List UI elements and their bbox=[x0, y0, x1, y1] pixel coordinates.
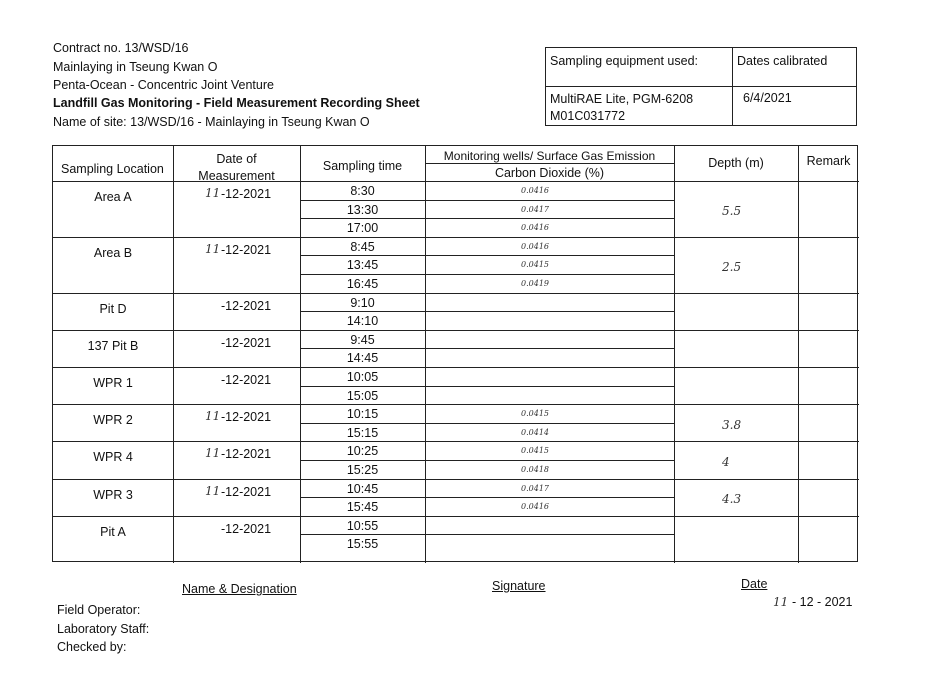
sampling-time-cell: 16:45 bbox=[346, 277, 379, 291]
subrow-divider bbox=[300, 423, 674, 424]
date-cell: -12-2021 bbox=[221, 447, 272, 462]
header-depth: Depth (m) bbox=[708, 156, 764, 170]
header-remark: Remark bbox=[806, 154, 851, 168]
location-cell: Pit A bbox=[100, 524, 126, 539]
location-cell: WPR 2 bbox=[93, 413, 133, 428]
depth-handwritten: 5.5 bbox=[722, 203, 742, 218]
sampling-time-cell: 15:25 bbox=[346, 463, 379, 477]
sampling-time-cell: 15:15 bbox=[346, 425, 379, 440]
role-laboratory-staff: Laboratory Staff: bbox=[57, 622, 150, 636]
group-divider bbox=[53, 404, 859, 405]
site-name: Name of site: 13/WSD/16 - Mainlaying in Tseung Kwan O bbox=[53, 115, 370, 129]
monitoring-header-divider bbox=[425, 163, 674, 164]
co2-reading-handwritten: 0.0416 bbox=[521, 223, 549, 233]
equipment-header: Sampling equipment used: bbox=[546, 48, 733, 87]
date-day-handwritten: 11 bbox=[205, 186, 221, 200]
subrow-divider bbox=[300, 274, 674, 275]
header-carbon-dioxide: Carbon Dioxide (%) bbox=[494, 166, 605, 180]
co2-reading-handwritten: 0.0416 bbox=[521, 241, 549, 251]
date-cell: -12-2021 bbox=[221, 373, 272, 387]
location-cell: Pit D bbox=[99, 301, 127, 316]
role-checked-by: Checked by: bbox=[57, 640, 127, 654]
header-monitoring: Monitoring wells/ Surface Gas Emission bbox=[443, 149, 656, 163]
column-divider bbox=[674, 146, 675, 563]
sampling-time-cell: 13:30 bbox=[346, 202, 379, 217]
subrow-divider bbox=[300, 460, 674, 461]
subrow-divider bbox=[300, 348, 674, 349]
date-cell: -12-2021 bbox=[221, 335, 272, 350]
calibration-date: 6/4/2021 bbox=[733, 87, 857, 126]
name-designation-header: Name & Designation bbox=[182, 582, 297, 596]
sampling-time-cell: 10:45 bbox=[346, 481, 379, 496]
date-cell: -12-2021 bbox=[221, 298, 272, 313]
sampling-time-cell: 10:15 bbox=[346, 407, 379, 422]
header-date-line1: Date of bbox=[216, 152, 257, 166]
column-divider bbox=[173, 146, 174, 563]
date-day-handwritten: 11 bbox=[205, 241, 221, 256]
group-divider bbox=[53, 367, 859, 368]
group-divider bbox=[53, 516, 859, 517]
date-day-handwritten: 11 bbox=[205, 409, 221, 424]
header-sampling-location: Sampling Location bbox=[61, 162, 164, 176]
depth-handwritten: 2.5 bbox=[722, 259, 742, 274]
contract-number: Contract no. 13/WSD/16 bbox=[53, 41, 189, 55]
calibration-header: Dates calibrated bbox=[733, 48, 857, 87]
sampling-time-cell: 14:10 bbox=[346, 314, 379, 329]
co2-reading-handwritten: 0.0416 bbox=[521, 186, 549, 195]
location-cell: WPR 1 bbox=[93, 376, 133, 390]
equipment-serial: M01C031772 bbox=[550, 109, 626, 123]
subrow-divider bbox=[300, 311, 674, 312]
co2-reading-handwritten: 0.0418 bbox=[521, 465, 549, 474]
depth-handwritten: 3.8 bbox=[722, 417, 742, 432]
depth-handwritten: 4.3 bbox=[722, 492, 742, 507]
sampling-time-cell: 13:45 bbox=[346, 258, 379, 273]
contractor-name: Penta-Ocean - Concentric Joint Venture bbox=[53, 78, 274, 92]
location-cell: WPR 3 bbox=[93, 487, 133, 502]
sampling-time-cell: 8:30 bbox=[350, 184, 375, 198]
subrow-divider bbox=[300, 200, 674, 201]
group-divider bbox=[53, 293, 859, 294]
sampling-time-cell: 15:45 bbox=[346, 500, 379, 515]
co2-reading-handwritten: 0.0417 bbox=[521, 204, 549, 214]
location-cell: Area B bbox=[93, 245, 133, 260]
column-divider bbox=[798, 146, 799, 563]
group-divider bbox=[53, 479, 859, 480]
co2-reading-handwritten: 0.0415 bbox=[521, 446, 549, 456]
sampling-time-cell: 14:45 bbox=[346, 351, 379, 366]
co2-reading-handwritten: 0.0419 bbox=[521, 279, 549, 288]
equipment-box bbox=[545, 47, 857, 126]
co2-reading-handwritten: 0.0417 bbox=[521, 483, 549, 493]
project-name: Mainlaying in Tseung Kwan O bbox=[53, 60, 218, 74]
footer-date-day: 11 bbox=[773, 595, 789, 609]
sampling-time-cell: 9:45 bbox=[350, 332, 375, 347]
subrow-divider bbox=[300, 386, 674, 387]
subrow-divider bbox=[300, 218, 674, 219]
date-cell: -12-2021 bbox=[221, 187, 272, 201]
sampling-time-cell: 10:05 bbox=[346, 370, 379, 384]
sampling-time-cell: 15:55 bbox=[346, 537, 379, 552]
group-divider bbox=[53, 441, 859, 442]
date-day-handwritten: 11 bbox=[205, 446, 221, 461]
date-cell: -12-2021 bbox=[221, 242, 272, 257]
date-cell: -12-2021 bbox=[221, 521, 272, 536]
subrow-divider bbox=[300, 534, 674, 535]
sampling-time-cell: 10:55 bbox=[346, 518, 379, 533]
sampling-time-cell: 10:25 bbox=[346, 444, 379, 459]
group-divider bbox=[53, 237, 859, 238]
equipment-model: MultiRAE Lite, PGM-6208 bbox=[550, 92, 694, 106]
sampling-time-cell: 9:10 bbox=[350, 295, 375, 310]
date-cell: -12-2021 bbox=[221, 410, 272, 425]
signature-header: Signature bbox=[492, 579, 546, 593]
co2-reading-handwritten: 0.0414 bbox=[521, 427, 549, 437]
sampling-time-cell: 15:05 bbox=[346, 388, 379, 403]
header-sampling-time: Sampling time bbox=[322, 159, 403, 173]
location-cell: Area A bbox=[94, 190, 132, 204]
subrow-divider bbox=[300, 255, 674, 256]
role-field-operator: Field Operator: bbox=[57, 603, 141, 617]
co2-reading-handwritten: 0.0415 bbox=[521, 409, 549, 419]
header-divider bbox=[53, 181, 859, 182]
header-date-line2: Measurement bbox=[198, 169, 275, 183]
date-header: Date bbox=[741, 577, 768, 591]
column-divider bbox=[425, 146, 426, 563]
date-cell: -12-2021 bbox=[221, 484, 272, 499]
sampling-time-cell: 17:00 bbox=[346, 221, 379, 236]
group-divider bbox=[53, 330, 859, 331]
subrow-divider bbox=[300, 497, 674, 498]
sheet-title: Landfill Gas Monitoring - Field Measurement Recording Sheet bbox=[53, 96, 420, 110]
co2-reading-handwritten: 0.0415 bbox=[521, 260, 549, 270]
sampling-time-cell: 8:45 bbox=[350, 239, 375, 254]
location-cell: 137 Pit B bbox=[87, 338, 139, 353]
location-cell: WPR 4 bbox=[93, 450, 133, 465]
footer-date-value: - 12 - 2021 bbox=[792, 595, 853, 609]
equipment-value bbox=[546, 87, 733, 126]
date-day-handwritten: 11 bbox=[205, 483, 221, 498]
measurement-table bbox=[52, 145, 858, 562]
depth-handwritten: 4 bbox=[722, 455, 730, 469]
co2-reading-handwritten: 0.0416 bbox=[521, 502, 549, 512]
